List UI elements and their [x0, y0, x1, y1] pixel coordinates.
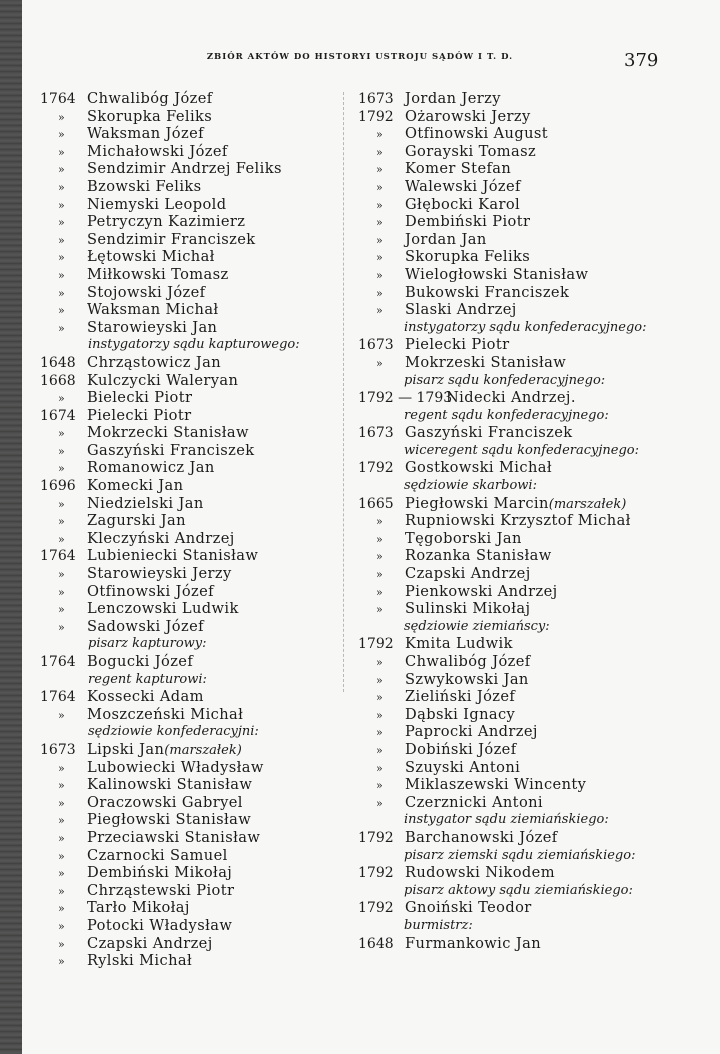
section-heading: burmistrz: — [404, 917, 473, 933]
list-item — [358, 671, 678, 689]
list-item — [40, 424, 335, 442]
list-item — [358, 424, 678, 442]
section-heading: sędziowie konfederacyjni: — [88, 724, 259, 740]
list-item — [358, 459, 678, 477]
person-name: Barchanowski Józef — [405, 828, 558, 846]
person-name: Furmankowic Jan — [405, 934, 541, 952]
list-item — [40, 143, 335, 161]
list-item — [358, 231, 678, 249]
running-header: ZBIÓR AKTÓW DO HISTORYI USTROJU SĄDÓW I T. D. — [206, 52, 514, 62]
person-name: Chwalibóg Józef — [405, 653, 531, 670]
person-name: Chrząstewski Piotr — [87, 881, 235, 899]
list-item — [358, 354, 678, 372]
list-item — [358, 741, 678, 759]
page-number: 379 — [624, 50, 659, 71]
section-heading: sędziowie skarbowi: — [404, 478, 537, 494]
list-item — [40, 459, 335, 477]
ditto-mark: » — [58, 831, 65, 845]
person-name: Pielecki Piotr — [87, 406, 192, 424]
year: 1792 — [358, 636, 394, 653]
list-item — [358, 389, 678, 407]
list-item — [40, 776, 335, 794]
ditto-mark: » — [58, 515, 65, 529]
ditto-mark: » — [376, 708, 383, 722]
ditto-mark: » — [58, 497, 65, 511]
list-item — [358, 336, 678, 354]
section-heading: instygatorzy sądu kapturowego: — [88, 337, 300, 353]
person-name: Slaski Andrzej — [405, 301, 517, 319]
ditto-mark: » — [376, 743, 383, 757]
list-item — [40, 547, 335, 565]
ditto-mark: » — [376, 796, 383, 810]
ditto-mark: » — [58, 321, 65, 335]
person-name: Sulinski Mikołaj — [405, 600, 531, 618]
list-item — [358, 706, 678, 724]
ditto-mark: » — [376, 673, 383, 687]
ditto-mark: » — [58, 532, 65, 546]
person-name: Nidecki Andrzej. — [446, 389, 576, 407]
person-name: Chrząstowicz Jan — [87, 353, 222, 371]
person-name: Czapski Andrzej — [405, 565, 531, 583]
section-heading: regent sądu konfederacyjnego: — [404, 407, 609, 423]
ditto-mark: » — [376, 216, 383, 230]
section-heading: instygator sądu ziemiańskiego: — [404, 812, 609, 828]
list-item — [358, 635, 678, 653]
person-name: Gaszyński Franciszek — [405, 424, 573, 442]
list-item — [40, 899, 335, 917]
list-item — [40, 811, 335, 829]
person-name: Jordan Jan — [405, 230, 487, 248]
ditto-mark: » — [58, 814, 65, 828]
year: 1792 — 1793 — [358, 390, 453, 407]
list-item — [358, 108, 678, 126]
list-item — [40, 741, 335, 759]
person-name: Dembiński Mikołaj — [87, 864, 233, 882]
ditto-mark: » — [58, 392, 65, 406]
ditto-mark: » — [58, 919, 65, 933]
section-heading: pisarz sądu konfederacyjnego: — [404, 372, 606, 388]
person-name: Lenczowski Ludwik — [87, 600, 239, 618]
person-name: Skorupka Feliks — [405, 248, 531, 266]
person-name: Ożarowski Jerzy — [405, 107, 531, 125]
person-name: Sadowski Józef — [87, 617, 204, 635]
ditto-mark: » — [58, 180, 65, 194]
person-name: Łętowski Michał — [87, 248, 215, 266]
person-name: Waksman Józef — [87, 125, 204, 143]
person-name: Lipski Jan — [87, 740, 165, 758]
person-name: Jordan Jerzy — [405, 90, 501, 107]
person-name: Skorupka Feliks — [87, 107, 213, 125]
person-name: Szwykowski Jan — [405, 670, 529, 688]
list-item — [358, 600, 678, 618]
list-item — [40, 917, 335, 935]
ditto-mark: » — [58, 937, 65, 951]
ditto-mark: » — [58, 796, 65, 810]
person-name: Dembiński Piotr — [405, 213, 531, 231]
ditto-mark: » — [376, 550, 383, 564]
list-item — [358, 284, 678, 302]
person-name: Gostkowski Michał — [405, 459, 552, 477]
person-name: Wielogłowski Stanisław — [405, 265, 589, 283]
ditto-mark: » — [58, 110, 65, 124]
year: 1673 — [358, 91, 394, 107]
person-name: Bzowski Feliks — [87, 177, 202, 195]
ditto-mark: » — [376, 779, 383, 793]
list-item — [40, 600, 335, 618]
ditto-mark: » — [376, 356, 383, 370]
ditto-mark: » — [376, 761, 383, 775]
list-item — [358, 794, 678, 812]
person-name: Rudowski Nikodem — [405, 864, 555, 882]
ditto-mark: » — [58, 462, 65, 476]
ditto-mark: » — [58, 884, 65, 898]
section-heading: pisarz ziemski sądu ziemiańskiego: — [404, 847, 636, 863]
ditto-mark: » — [58, 163, 65, 177]
ditto-mark: » — [376, 180, 383, 194]
person-name: Gaszyński Franciszek — [87, 441, 255, 459]
year: 1792 — [358, 865, 394, 882]
person-name: Moszczeński Michał — [87, 705, 244, 723]
ditto-mark: » — [58, 128, 65, 142]
list-item — [40, 160, 335, 178]
person-name: Gorayski Tomasz — [405, 142, 537, 160]
person-name: Lubowiecki Władysław — [87, 758, 264, 776]
year: 1792 — [358, 108, 394, 125]
list-item — [358, 547, 678, 565]
list-item — [40, 829, 335, 847]
person-name: Bukowski Franciszek — [405, 283, 570, 301]
list-item — [40, 90, 335, 108]
year: 1648 — [358, 935, 394, 952]
list-item — [40, 653, 335, 671]
person-name: Kossecki Adam — [87, 688, 204, 706]
person-name: Piegłowski Stanisław — [87, 811, 252, 829]
role-note: (marszałek) — [164, 742, 242, 758]
section-heading: regent kapturowi: — [88, 671, 207, 687]
person-name: Mokrzecki Stanisław — [87, 424, 249, 442]
year: 1792 — [358, 900, 394, 917]
year: 1764 — [40, 548, 76, 565]
ditto-mark: » — [376, 145, 383, 159]
list-item — [40, 301, 335, 319]
list-item — [40, 213, 335, 231]
list-item — [358, 178, 678, 196]
list-item — [358, 248, 678, 266]
person-name: Rozanka Stanisław — [405, 547, 552, 565]
list-item — [40, 847, 335, 865]
person-name: Gnoiński Teodor — [405, 899, 532, 917]
list-item — [40, 372, 335, 390]
person-name: Sendzimir Andrzej Feliks — [87, 160, 282, 178]
list-item — [358, 776, 678, 794]
ditto-mark: » — [376, 233, 383, 247]
list-item — [40, 688, 335, 706]
list-item — [40, 864, 335, 882]
ditto-mark: » — [376, 691, 383, 705]
role-note: (marszałek) — [548, 496, 627, 512]
right-column — [358, 90, 678, 952]
list-item — [40, 108, 335, 126]
person-name: Otfinowski August — [405, 125, 549, 143]
section-heading: instygatorzy sądu konfederacyjnego: — [404, 319, 647, 335]
list-item — [358, 653, 678, 671]
list-item — [358, 125, 678, 143]
person-name: Kalinowski Stanisław — [87, 776, 253, 794]
person-name: Czapski Andrzej — [87, 934, 213, 952]
person-name: Niemyski Leopold — [87, 195, 227, 213]
ditto-mark: » — [58, 902, 65, 916]
list-item — [40, 319, 335, 337]
ditto-mark: » — [58, 620, 65, 634]
section-heading: wiceregent sądu konfederacyjnego: — [404, 442, 639, 458]
person-name: Piegłowski Marcin — [405, 494, 549, 512]
person-name: Lubieniecki Stanisław — [87, 547, 259, 565]
list-item — [358, 143, 678, 161]
person-name: Głębocki Karol — [405, 195, 521, 213]
ditto-mark: » — [58, 568, 65, 582]
list-item — [40, 882, 335, 900]
list-item — [40, 389, 335, 407]
ditto-mark: » — [376, 268, 383, 282]
ditto-mark: » — [58, 708, 65, 722]
person-name: Otfinowski Józef — [87, 582, 214, 600]
person-name: Starowieyski Jan — [87, 318, 218, 336]
person-name: Petryczyn Kazimierz — [87, 213, 246, 231]
list-item — [40, 583, 335, 601]
ditto-mark: » — [376, 568, 383, 582]
list-item — [40, 512, 335, 530]
list-item — [40, 196, 335, 214]
person-name: Komecki Jan — [87, 477, 184, 495]
ditto-mark: » — [376, 726, 383, 740]
column-divider — [343, 92, 344, 692]
list-item — [358, 90, 678, 108]
ditto-mark: » — [58, 444, 65, 458]
ditto-mark: » — [58, 761, 65, 775]
list-item — [358, 899, 678, 917]
person-name: Kulczycki Waleryan — [87, 371, 239, 389]
ditto-mark: » — [58, 198, 65, 212]
list-item — [40, 178, 335, 196]
person-name: Tarło Mikołaj — [87, 899, 190, 917]
list-item — [40, 618, 335, 636]
person-name: Rupniowski Krzysztof Michał — [405, 512, 631, 530]
list-item — [40, 284, 335, 302]
person-name: Dobiński Józef — [405, 740, 517, 758]
ditto-mark: » — [58, 145, 65, 159]
ditto-mark: » — [58, 216, 65, 230]
ditto-mark: » — [58, 849, 65, 863]
year: 1648 — [40, 354, 76, 371]
ditto-mark: » — [58, 427, 65, 441]
person-name: Niedzielski Jan — [87, 494, 204, 512]
person-name: Kleczyński Andrzej — [87, 529, 235, 547]
list-item — [358, 864, 678, 882]
person-name: Bogucki Józef — [87, 653, 194, 670]
person-name: Miłkowski Tomasz — [87, 265, 229, 283]
list-item — [40, 442, 335, 460]
person-name: Romanowicz Jan — [87, 459, 215, 477]
list-item — [40, 231, 335, 249]
person-name: Komer Stefan — [405, 160, 512, 178]
section-heading: pisarz aktowy sądu ziemiańskiego: — [404, 882, 633, 898]
year: 1673 — [358, 337, 394, 354]
ditto-mark: » — [58, 955, 65, 969]
person-name: Stojowski Józef — [87, 283, 206, 301]
ditto-mark: » — [376, 198, 383, 212]
person-name: Tęgoborski Jan — [405, 529, 522, 547]
ditto-mark: » — [58, 268, 65, 282]
ditto-mark: » — [58, 251, 65, 265]
ditto-mark: » — [58, 304, 65, 318]
ditto-mark: » — [376, 603, 383, 617]
list-item — [40, 266, 335, 284]
list-item — [358, 565, 678, 583]
year: 1673 — [358, 425, 394, 442]
list-item — [358, 213, 678, 231]
person-name: Szuyski Antoni — [405, 758, 521, 776]
list-item — [40, 759, 335, 777]
ditto-mark: » — [58, 233, 65, 247]
list-item — [358, 301, 678, 319]
list-item — [40, 248, 335, 266]
year: 1668 — [40, 372, 76, 389]
left-column — [40, 90, 335, 970]
person-name: Zieliński Józef — [405, 688, 516, 706]
list-item — [40, 530, 335, 548]
person-name: Mokrzeski Stanisław — [405, 353, 567, 371]
list-item — [358, 829, 678, 847]
year: 1792 — [358, 829, 394, 846]
list-item — [358, 935, 678, 953]
list-item — [358, 723, 678, 741]
person-name: Potocki Władysław — [87, 916, 233, 934]
section-heading: sędziowie ziemiańscy: — [404, 618, 550, 634]
person-name: Chwalibóg Józef — [87, 90, 213, 107]
list-item — [40, 952, 335, 970]
person-name: Czarnocki Samuel — [87, 846, 228, 864]
list-item — [40, 706, 335, 724]
list-item — [40, 794, 335, 812]
ditto-mark: » — [58, 585, 65, 599]
list-item — [40, 477, 335, 495]
ditto-mark: » — [376, 128, 383, 142]
ditto-mark: » — [376, 286, 383, 300]
list-item — [358, 583, 678, 601]
list-item — [358, 495, 678, 513]
list-item — [40, 354, 335, 372]
year: 1665 — [358, 495, 394, 512]
book-binding-edge — [0, 0, 22, 1054]
list-item — [40, 565, 335, 583]
person-name: Rylski Michał — [87, 952, 193, 970]
person-name: Paprocki Andrzej — [405, 723, 538, 741]
person-name: Zagurski Jan — [87, 512, 186, 530]
person-name: Przeciawski Stanisław — [87, 828, 261, 846]
ditto-mark: » — [58, 603, 65, 617]
ditto-mark: » — [376, 251, 383, 265]
ditto-mark: » — [376, 515, 383, 529]
list-item — [358, 530, 678, 548]
section-heading: pisarz kapturowy: — [88, 636, 207, 652]
list-item — [358, 160, 678, 178]
year: 1792 — [358, 460, 394, 477]
ditto-mark: » — [58, 867, 65, 881]
person-name: Kmita Ludwik — [405, 635, 513, 653]
person-name: Michałowski Józef — [87, 142, 228, 160]
person-name: Pienkowski Andrzej — [405, 582, 558, 600]
list-item — [358, 688, 678, 706]
list-item — [358, 196, 678, 214]
ditto-mark: » — [58, 779, 65, 793]
person-name: Starowieyski Jerzy — [87, 565, 232, 583]
list-item — [40, 935, 335, 953]
person-name: Czerznicki Antoni — [405, 793, 544, 811]
list-item — [358, 759, 678, 777]
year: 1696 — [40, 478, 76, 495]
year: 1764 — [40, 654, 76, 670]
year: 1674 — [40, 407, 76, 424]
list-item — [40, 125, 335, 143]
list-item — [40, 407, 335, 425]
ditto-mark: » — [58, 286, 65, 300]
person-name: Pielecki Piotr — [405, 336, 510, 354]
list-item — [358, 512, 678, 530]
ditto-mark: » — [376, 656, 383, 669]
ditto-mark: » — [376, 585, 383, 599]
person-name: Sendzimir Franciszek — [87, 230, 256, 248]
ditto-mark: » — [376, 532, 383, 546]
person-name: Waksman Michał — [87, 301, 219, 319]
year: 1764 — [40, 91, 76, 107]
list-item — [358, 266, 678, 284]
year: 1673 — [40, 741, 76, 758]
list-item — [40, 495, 335, 513]
person-name: Oraczowski Gabryel — [87, 793, 243, 811]
person-name: Dąbski Ignacy — [405, 705, 516, 723]
year: 1764 — [40, 689, 76, 706]
ditto-mark: » — [376, 304, 383, 318]
person-name: Walewski Józef — [405, 177, 521, 195]
person-name: Bielecki Piotr — [87, 389, 193, 407]
ditto-mark: » — [376, 163, 383, 177]
person-name: Miklaszewski Wincenty — [405, 776, 587, 794]
